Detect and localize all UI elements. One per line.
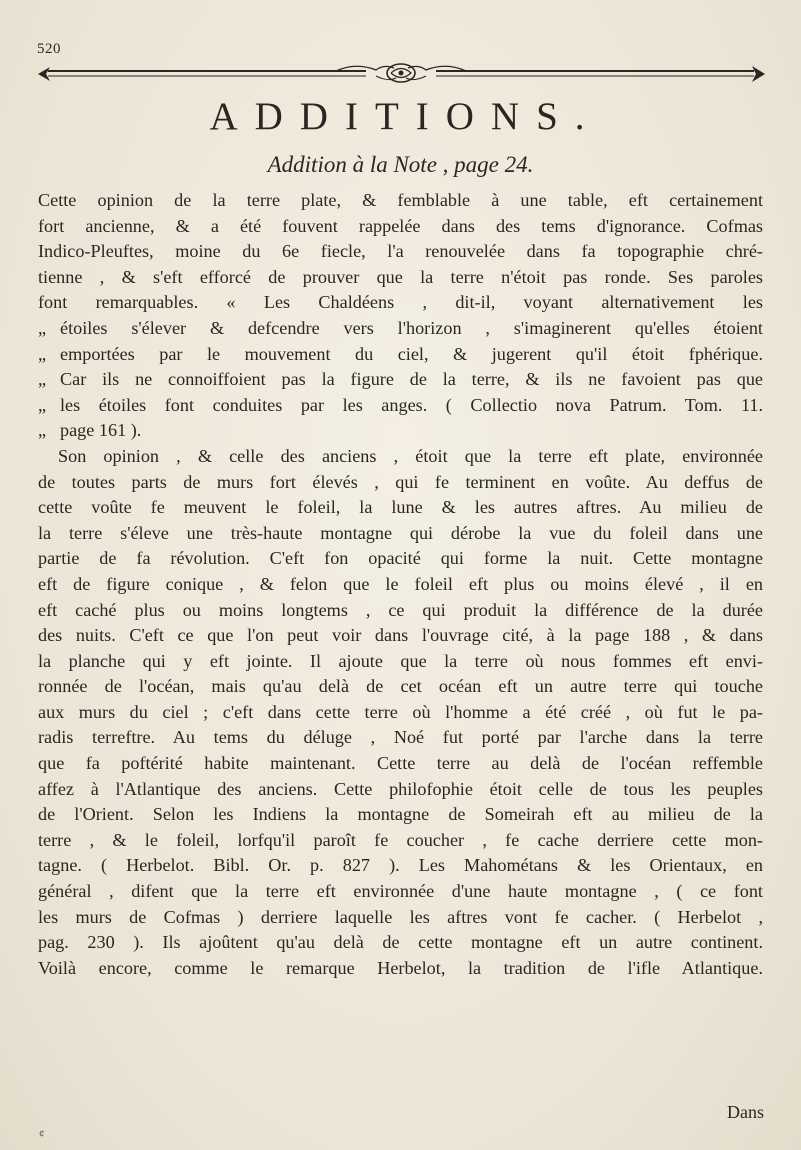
text-line: ronnée de l'océan, mais qu'au delà de cet océan eft un autre terre qui touche xyxy=(38,676,763,697)
text-line: tagne. ( Herbelot. Bibl. Or. p. 827 ). Les Mahométans & les Orientaux, en xyxy=(38,855,763,876)
text-line: aux murs du ciel ; c'eft dans cette terre où l'homme a été créé , où fut le pa- xyxy=(38,701,763,722)
quoted-line xyxy=(38,367,763,393)
text-line: les murs de Cofmas ) derriere laquelle les aftres vont fe cacher. ( Herbelot , xyxy=(38,906,763,927)
text-line: pag. 230 ). Ils ajoûtent qu'au delà de cette montagne eft un autre continent. xyxy=(38,932,763,953)
text-line: fort ancienne, & a été fouvent rappelée dans des tems d'ignorance. Cofmas xyxy=(38,215,763,236)
paragraph-1 xyxy=(38,188,763,444)
text-line: eft caché plus ou moins longtems , ce qui produit la différence de la durée xyxy=(38,599,763,620)
text-line: de toutes parts de murs fort élevés , qui fe terminent en voûte. Au deffus de xyxy=(38,471,763,492)
quote-mark: „ xyxy=(38,343,47,364)
text-line: tienne , & s'eft efforcé de prouver que la terre n'étoit pas ronde. Ses paroles xyxy=(38,266,763,287)
quoted-line xyxy=(38,342,763,368)
text-line: terre , & le foleil, lorfqu'il paroît fe coucher , fe cache derriere cette mon- xyxy=(38,829,763,850)
text-line: radis terreftre. Au tems du déluge , Noé fut porté par l'arche dans la terre xyxy=(38,727,763,748)
text-line: la planche qui y eft jointe. Il ajoute que la terre où nous fommes eft envi- xyxy=(38,650,763,671)
text-line: Cette opinion de la terre plate, & femblable à une table, eft certainement xyxy=(38,190,763,210)
catchword: Dans xyxy=(727,1102,764,1122)
body-text xyxy=(38,188,763,981)
quoted-line xyxy=(38,393,763,419)
text-line: affez à l'Atlantique des anciens. Cette philofophie étoit celle de tous les peuples xyxy=(38,778,763,799)
quote-mark: „ xyxy=(38,394,47,415)
text-line: font remarquables. « Les Chaldéens , dit-il, voyant alternativement les xyxy=(38,292,763,313)
text-line: de l'Orient. Selon les Indiens la montagne de Someirah eft au milieu de la xyxy=(38,804,763,825)
section-title: ADDITIONS. xyxy=(209,95,602,138)
quoted-line xyxy=(38,316,763,342)
page-number: 520 xyxy=(37,41,61,57)
header-ornament xyxy=(36,62,767,86)
text-line: que fa poftérité habite maintenant. Cette terre au delà de l'océan reffemble xyxy=(38,753,763,774)
section-subtitle: Addition à la Note , page 24. xyxy=(267,152,534,177)
text-line: eft de figure conique , & felon que le foleil eft plus ou moins élevé , il en xyxy=(38,573,763,594)
quote-mark: „ xyxy=(38,369,47,390)
quote-mark: „ xyxy=(38,317,47,338)
text-line: Son opinion , & celle des anciens , étoit que la terre eft plate, environnée xyxy=(58,445,763,466)
text-line: emportées par le mouvement du ciel, & jugerent qu'il étoit fphérique. xyxy=(60,343,763,364)
text-line: la terre s'éleve une très-haute montagne qui dérobe la vue du foleil dans une xyxy=(38,522,763,543)
text-line: Voilà encore, comme le remarque Herbelot, la tradition de l'ifle Atlantique. xyxy=(38,957,763,978)
text-line: général , difent que la terre eft environnée d'une haute montagne , ( ce font xyxy=(38,881,763,902)
text-line: les étoiles font conduites par les anges. ( Collectio nova Patrum. Tom. 11. xyxy=(60,394,763,415)
text-line: cette voûte fe meuvent le foleil, la lune & les autres aftres. Au milieu de xyxy=(38,497,763,518)
footer-mark: ¢ xyxy=(39,1128,45,1140)
text-line: page 161 ). xyxy=(60,420,142,441)
paragraph-2 xyxy=(38,444,763,981)
text-line: Car ils ne connoiffoient pas la figure de la terre, & ils ne favoient pas que xyxy=(60,369,763,390)
text-line: partie de fa révolution. C'eft fon opacité qui forme la nuit. Cette montagne xyxy=(38,548,763,569)
text-line: des nuits. C'eft ce que l'on peut voir dans l'ouvrage cité, à la page 188 , & dans xyxy=(38,625,763,646)
text-line: étoiles s'élever & defcendre vers l'horizon , s'imaginerent qu'elles étoient xyxy=(60,317,763,338)
quote-mark: „ xyxy=(38,420,47,441)
text-line: Indico-Pleuftes, moine du 6e fiecle, l'a renouvelée dans fa topographie chré- xyxy=(38,241,763,262)
quoted-line xyxy=(38,418,763,444)
